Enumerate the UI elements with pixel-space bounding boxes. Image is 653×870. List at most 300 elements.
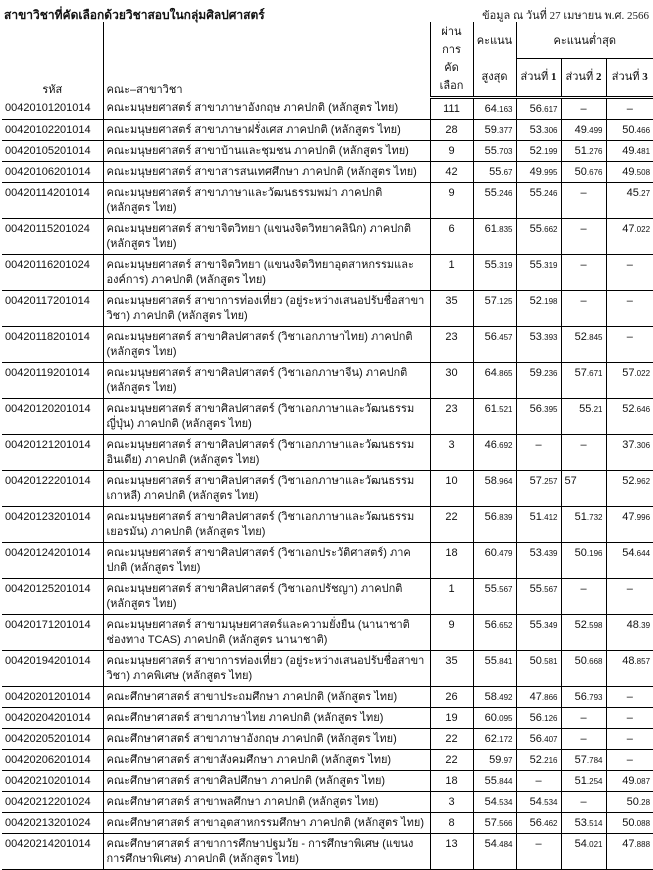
score-integer: 51	[574, 511, 587, 523]
score-decimal: .668	[586, 657, 603, 666]
score-decimal: .126	[541, 714, 558, 723]
score-integer: 54	[529, 796, 542, 808]
score-integer: 50	[574, 655, 587, 667]
row-max-score	[473, 327, 516, 363]
table-row	[2, 162, 653, 183]
row-max-score	[473, 183, 516, 219]
row-passed-count: 3	[430, 435, 473, 471]
column-header-code: รหัส	[42, 83, 63, 96]
score-decimal: .276	[586, 147, 603, 156]
row-max-score	[473, 255, 516, 291]
header-text: ส่วนที่	[565, 71, 594, 84]
row-code: 00420210201014	[2, 771, 103, 792]
row-min-part-2	[561, 813, 606, 834]
row-min-part-3	[606, 771, 653, 792]
row-min-part-3: –	[606, 579, 653, 615]
row-passed-count: 111	[430, 98, 473, 120]
row-min-part-3	[606, 813, 653, 834]
row-passed-count: 8	[430, 813, 473, 834]
score-integer: 55	[484, 187, 497, 199]
score-decimal: .492	[496, 693, 513, 702]
score-integer: 61	[484, 403, 497, 415]
row-min-part-2: 57	[561, 471, 606, 507]
row-code: 00420194201014	[2, 651, 103, 687]
header-text: 3	[642, 71, 648, 84]
row-code: 00420114201014	[2, 183, 103, 219]
row-min-part-1	[516, 471, 561, 507]
score-decimal: .172	[496, 735, 513, 744]
row-max-score	[473, 98, 516, 120]
score-decimal: .703	[496, 147, 513, 156]
score-integer: 50	[529, 655, 542, 667]
row-passed-count: 23	[430, 327, 473, 363]
score-decimal: .395	[541, 405, 558, 414]
table-row	[2, 750, 653, 771]
row-min-part-1: –	[516, 771, 561, 792]
row-min-part-1	[516, 687, 561, 708]
row-min-part-1	[516, 327, 561, 363]
score-integer: 56	[529, 403, 542, 415]
row-code: 00420214201014	[2, 834, 103, 870]
score-decimal: .246	[541, 189, 558, 198]
score-decimal: .21	[591, 405, 603, 414]
row-max-score	[473, 834, 516, 870]
row-faculty-major: คณะมนุษยศาสตร์ สาขาการท่องเที่ยว (อยู่ระหว่างเสนอปรับชื่อสาขาวิชา) ภาคปกติ (หลักสูตร ไทย)	[103, 291, 430, 327]
score-decimal: .021	[586, 840, 603, 849]
row-faculty-major: คณะศึกษาศาสตร์ สาขาการศึกษาปฐมวัย - การศึกษาพิเศษ (แขนงการศึกษาพิเศษ) ภาคปกติ (หลักสูตร ไทย)	[103, 834, 430, 870]
row-passed-count: 1	[430, 579, 473, 615]
score-decimal: .866	[541, 693, 558, 702]
row-max-score	[473, 579, 516, 615]
score-integer: 47	[622, 838, 635, 850]
score-integer: 56	[484, 619, 497, 631]
row-min-part-1	[516, 507, 561, 543]
row-faculty-major: คณะศึกษาศาสตร์ สาขาศิลปศึกษา ภาคปกติ (หลักสูตร ไทย)	[103, 771, 430, 792]
row-faculty-major: คณะศึกษาศาสตร์ สาขาอุตสาหกรรมศึกษา ภาคปกติ (หลักสูตร ไทย)	[103, 813, 430, 834]
score-decimal: .257	[541, 477, 558, 486]
score-integer: 49	[529, 166, 542, 178]
table-row	[2, 771, 653, 792]
score-integer: 52	[574, 331, 587, 343]
row-code: 00420205201014	[2, 729, 103, 750]
score-decimal: .676	[586, 168, 603, 177]
row-min-part-2: –	[561, 708, 606, 729]
score-decimal: .28	[638, 798, 651, 807]
score-decimal: .319	[541, 261, 558, 270]
score-decimal: .692	[496, 441, 513, 450]
row-min-part-3	[606, 141, 653, 162]
score-integer: 55	[579, 403, 592, 415]
score-decimal: .254	[586, 777, 603, 786]
row-min-part-2	[561, 834, 606, 870]
score-decimal: .566	[496, 819, 513, 828]
row-faculty-major: คณะมนุษยศาสตร์ สาขาศิลปศาสตร์ (วิชาเอกประวัติศาสตร์) ภาคปกติ (หลักสูตร ไทย)	[103, 543, 430, 579]
score-integer: 56	[484, 511, 497, 523]
table-row	[2, 435, 653, 471]
row-min-part-1	[516, 651, 561, 687]
score-integer: 57	[529, 475, 542, 487]
row-min-part-1	[516, 98, 561, 120]
score-decimal: .598	[586, 621, 603, 630]
row-max-score	[473, 141, 516, 162]
row-max-score	[473, 291, 516, 327]
score-integer: 56	[529, 817, 542, 829]
score-integer: 55	[529, 259, 542, 271]
score-decimal: .27	[638, 189, 651, 198]
header-text: คะแนน	[476, 35, 513, 47]
score-decimal: .236	[541, 369, 558, 378]
row-min-part-3: –	[606, 729, 653, 750]
score-decimal: .022	[634, 225, 651, 234]
score-decimal: .962	[634, 477, 651, 486]
row-faculty-major: คณะมนุษยศาสตร์ สาขาศิลปศาสตร์ (วิชาเอกภาษาและวัฒนธรรมเกาหลี) ภาคปกติ (หลักสูตร ไทย)	[103, 471, 430, 507]
score-integer: 49	[622, 145, 635, 157]
score-integer: 58	[484, 691, 497, 703]
score-integer: 54	[622, 547, 635, 559]
table-row	[2, 471, 653, 507]
row-code: 00420102201014	[2, 120, 103, 141]
score-integer: 56	[574, 691, 587, 703]
score-integer: 55	[529, 619, 542, 631]
column-header-part-2	[561, 58, 606, 98]
score-integer: 50	[574, 166, 587, 178]
score-decimal: .652	[496, 621, 513, 630]
row-passed-count: 9	[430, 183, 473, 219]
score-decimal: .534	[496, 798, 513, 807]
score-integer: 59	[529, 367, 542, 379]
row-min-part-1	[516, 615, 561, 651]
score-decimal: .662	[541, 225, 558, 234]
row-max-score	[473, 471, 516, 507]
score-decimal: .793	[586, 693, 603, 702]
score-decimal: .246	[496, 189, 513, 198]
row-min-part-3	[606, 219, 653, 255]
row-code: 00420115201024	[2, 219, 103, 255]
row-min-part-3	[606, 435, 653, 471]
row-code: 00420106201014	[2, 162, 103, 183]
table-row	[2, 729, 653, 750]
row-code: 00420116201024	[2, 255, 103, 291]
score-decimal: .412	[541, 513, 558, 522]
row-max-score	[473, 363, 516, 399]
row-min-part-2	[561, 543, 606, 579]
row-max-score	[473, 615, 516, 651]
row-code: 00420204201014	[2, 708, 103, 729]
row-code: 00420117201014	[2, 291, 103, 327]
row-passed-count: 23	[430, 399, 473, 435]
row-code: 00420120201014	[2, 399, 103, 435]
table-row	[2, 687, 653, 708]
row-code: 00420124201014	[2, 543, 103, 579]
row-code: 00420123201014	[2, 507, 103, 543]
row-min-part-3	[606, 162, 653, 183]
row-min-part-1	[516, 543, 561, 579]
row-faculty-major: คณะศึกษาศาสตร์ สาขาภาษาอังกฤษ ภาคปกติ (หลักสูตร ไทย)	[103, 729, 430, 750]
row-code: 00420118201014	[2, 327, 103, 363]
row-faculty-major: คณะมนุษยศาสตร์ สาขาศิลปศาสตร์ (วิชาเอกภาษาไทย) ภาคปกติ (หลักสูตร ไทย)	[103, 327, 430, 363]
table-row	[2, 141, 653, 162]
table-row	[2, 813, 653, 834]
row-code: 00420212201024	[2, 792, 103, 813]
header-text: ผ่านการ	[441, 26, 462, 56]
score-integer: 55	[484, 775, 497, 787]
row-min-part-1	[516, 219, 561, 255]
score-integer: 45	[626, 187, 639, 199]
as-of-date: ข้อมูล ณ วันที่ 27 เมษายน พ.ศ. 2566	[482, 10, 649, 22]
row-code: 00420121201014	[2, 435, 103, 471]
row-max-score	[473, 792, 516, 813]
score-integer: 55	[484, 583, 497, 595]
row-min-part-2	[561, 771, 606, 792]
row-min-part-3	[606, 399, 653, 435]
score-decimal: .857	[634, 657, 651, 666]
row-min-part-2	[561, 615, 606, 651]
score-decimal: .617	[541, 105, 558, 114]
row-passed-count: 13	[430, 834, 473, 870]
table-row	[2, 834, 653, 870]
score-decimal: .964	[496, 477, 513, 486]
score-integer: 53	[529, 331, 542, 343]
row-faculty-major: คณะมนุษยศาสตร์ สาขาศิลปศาสตร์ (วิชาเอกปรัชญา) ภาคปกติ (หลักสูตร ไทย)	[103, 579, 430, 615]
score-integer: 53	[529, 547, 542, 559]
column-header-passed-line2: คัดเลือก	[430, 58, 473, 98]
row-min-part-1	[516, 399, 561, 435]
row-faculty-major: คณะมนุษยศาสตร์ สาขาสารสนเทศศึกษา ภาคปกติ (หลักสูตร ไทย)	[103, 162, 430, 183]
score-decimal: .393	[541, 333, 558, 342]
score-integer: 55	[529, 583, 542, 595]
score-decimal: .784	[586, 756, 603, 765]
column-header-passed	[430, 22, 473, 58]
row-max-score	[473, 708, 516, 729]
row-passed-count: 18	[430, 543, 473, 579]
row-min-part-3	[606, 651, 653, 687]
score-integer: 52	[622, 403, 635, 415]
column-header-part-3	[606, 58, 653, 98]
score-integer: 54	[484, 838, 497, 850]
admission-scores-table	[2, 22, 653, 870]
score-decimal: .479	[496, 549, 513, 558]
score-decimal: .484	[496, 840, 513, 849]
row-max-score	[473, 219, 516, 255]
row-faculty-major: คณะมนุษยศาสตร์ สาขาศิลปศาสตร์ (วิชาเอกภาษาจีน) ภาคปกติ (หลักสูตร ไทย)	[103, 363, 430, 399]
score-decimal: .407	[541, 735, 558, 744]
table-row	[2, 327, 653, 363]
row-min-part-3	[606, 615, 653, 651]
score-decimal: .39	[638, 621, 651, 630]
row-min-part-3	[606, 834, 653, 870]
score-decimal: .216	[541, 756, 558, 765]
row-faculty-major: คณะมนุษยศาสตร์ สาขาจิตวิทยา (แขนงจิตวิทยาอุตสาหกรรมและองค์การ) ภาคปกติ (หลักสูตร ไทย)	[103, 255, 430, 291]
row-min-part-2	[561, 687, 606, 708]
score-integer: 59	[489, 754, 502, 766]
score-decimal: .835	[496, 225, 513, 234]
row-code: 00420101201014	[2, 98, 103, 120]
score-integer: 56	[529, 712, 542, 724]
score-decimal: .995	[541, 168, 558, 177]
score-integer: 51	[529, 511, 542, 523]
score-decimal: .534	[541, 798, 558, 807]
score-decimal: .022	[634, 369, 651, 378]
score-decimal: .845	[586, 333, 603, 342]
row-faculty-major: คณะมนุษยศาสตร์ สาขาบ้านและชุมชน ภาคปกติ (หลักสูตร ไทย)	[103, 141, 430, 162]
score-decimal: .163	[496, 105, 513, 114]
score-integer: 64	[484, 367, 497, 379]
score-decimal: .996	[634, 513, 651, 522]
row-passed-count: 3	[430, 792, 473, 813]
score-integer: 46	[484, 439, 497, 451]
row-min-part-1	[516, 813, 561, 834]
score-integer: 55	[489, 166, 502, 178]
table-row	[2, 708, 653, 729]
score-integer: 50	[574, 547, 587, 559]
row-min-part-3	[606, 543, 653, 579]
row-min-part-1	[516, 183, 561, 219]
row-min-part-1	[516, 141, 561, 162]
row-min-part-3: –	[606, 327, 653, 363]
score-integer: 64	[484, 103, 497, 115]
score-decimal: .196	[586, 549, 603, 558]
row-min-part-3	[606, 120, 653, 141]
row-passed-count: 1	[430, 255, 473, 291]
score-integer: 49	[574, 124, 587, 136]
row-min-part-1	[516, 255, 561, 291]
row-min-part-1	[516, 729, 561, 750]
row-min-part-2	[561, 507, 606, 543]
table-row	[2, 219, 653, 255]
row-min-part-2	[561, 399, 606, 435]
score-integer: 57	[574, 754, 587, 766]
column-header-max-score-line2: สูงสุด	[473, 58, 516, 98]
row-max-score	[473, 162, 516, 183]
score-integer: 57	[574, 367, 587, 379]
score-integer: 60	[484, 547, 497, 559]
row-passed-count: 6	[430, 219, 473, 255]
row-passed-count: 9	[430, 615, 473, 651]
score-decimal: .439	[541, 549, 558, 558]
row-code: 00420171201014	[2, 615, 103, 651]
row-faculty-major: คณะศึกษาศาสตร์ สาขาพลศึกษา ภาคปกติ (หลักสูตร ไทย)	[103, 792, 430, 813]
row-passed-count: 22	[430, 507, 473, 543]
row-passed-count: 22	[430, 750, 473, 771]
row-code: 00420213201024	[2, 813, 103, 834]
table-row	[2, 183, 653, 219]
column-group-min-score: คะแนนต่ำสุด	[516, 22, 653, 58]
row-min-part-1	[516, 291, 561, 327]
score-decimal: .732	[586, 513, 603, 522]
score-decimal: .508	[634, 168, 651, 177]
row-min-part-2	[561, 750, 606, 771]
row-min-part-2: –	[561, 255, 606, 291]
row-faculty-major: คณะมนุษยศาสตร์ สาขาจิตวิทยา (แขนงจิตวิทยาคลินิก) ภาคปกติ (หลักสูตร ไทย)	[103, 219, 430, 255]
score-decimal: .841	[496, 657, 513, 666]
column-header-max-score	[473, 22, 516, 58]
score-decimal: .088	[634, 819, 651, 828]
table-row	[2, 792, 653, 813]
row-code: 00420122201014	[2, 471, 103, 507]
score-decimal: .466	[634, 126, 651, 135]
score-integer: 59	[484, 124, 497, 136]
row-min-part-3	[606, 183, 653, 219]
row-min-part-1	[516, 579, 561, 615]
row-max-score	[473, 750, 516, 771]
row-min-part-3: –	[606, 291, 653, 327]
row-faculty-major: คณะศึกษาศาสตร์ สาขาภาษาไทย ภาคปกติ (หลักสูตร ไทย)	[103, 708, 430, 729]
row-min-part-2	[561, 141, 606, 162]
score-integer: 58	[484, 475, 497, 487]
row-code: 00420201201014	[2, 687, 103, 708]
score-integer: 48	[622, 655, 635, 667]
row-max-score	[473, 651, 516, 687]
row-max-score	[473, 543, 516, 579]
score-decimal: .499	[586, 126, 603, 135]
row-min-part-2	[561, 651, 606, 687]
score-decimal: .306	[634, 441, 651, 450]
score-integer: 49	[622, 166, 635, 178]
score-integer: 54	[484, 796, 497, 808]
row-min-part-2: –	[561, 435, 606, 471]
row-faculty-major: คณะมนุษยศาสตร์ สาขามนุษยศาสตร์และความยั่งยืน (นานาชาติ ช่องทาง TCAS) ภาคปกติ (หลักสูตร นานาชาติ)	[103, 615, 430, 651]
row-max-score	[473, 399, 516, 435]
header-text: 1	[550, 71, 557, 84]
score-integer: 51	[574, 775, 587, 787]
row-min-part-2: –	[561, 219, 606, 255]
table-row	[2, 120, 653, 141]
row-min-part-3	[606, 507, 653, 543]
score-integer: 55	[484, 259, 497, 271]
row-min-part-1: –	[516, 435, 561, 471]
score-integer: 53	[574, 817, 587, 829]
score-integer: 47	[529, 691, 542, 703]
row-min-part-1	[516, 792, 561, 813]
row-min-part-3	[606, 363, 653, 399]
row-min-part-2: –	[561, 792, 606, 813]
row-passed-count: 9	[430, 141, 473, 162]
row-max-score	[473, 771, 516, 792]
score-decimal: .087	[634, 777, 651, 786]
score-decimal: .844	[496, 777, 513, 786]
score-decimal: .839	[496, 513, 513, 522]
score-integer: 55	[529, 223, 542, 235]
row-min-part-3: –	[606, 750, 653, 771]
row-code: 00420105201014	[2, 141, 103, 162]
header-text: ส่วนที่	[520, 71, 549, 84]
score-decimal: .567	[541, 585, 558, 594]
score-integer: 61	[484, 223, 497, 235]
row-faculty-major: คณะมนุษยศาสตร์ สาขาภาษาอังกฤษ ภาคปกติ (หลักสูตร ไทย)	[103, 98, 430, 120]
score-integer: 56	[529, 733, 542, 745]
row-faculty-major: คณะมนุษยศาสตร์ สาขาการท่องเที่ยว (อยู่ระหว่างเสนอปรับชื่อสาขาวิชา) ภาคพิเศษ (หลักสูตร ไทย)	[103, 651, 430, 687]
table-row	[2, 98, 653, 120]
score-decimal: .125	[496, 297, 513, 306]
row-min-part-1: –	[516, 834, 561, 870]
score-integer: 47	[622, 223, 635, 235]
row-min-part-2	[561, 120, 606, 141]
table-row	[2, 543, 653, 579]
row-passed-count: 28	[430, 120, 473, 141]
score-integer: 55	[484, 655, 497, 667]
table-body	[2, 98, 653, 870]
table-row	[2, 255, 653, 291]
row-passed-count: 10	[430, 471, 473, 507]
table-row	[2, 399, 653, 435]
row-passed-count: 22	[430, 729, 473, 750]
score-integer: 51	[574, 145, 587, 157]
score-decimal: .462	[541, 819, 558, 828]
row-min-part-1	[516, 750, 561, 771]
row-faculty-major: คณะมนุษยศาสตร์ สาขาศิลปศาสตร์ (วิชาเอกภาษาและวัฒนธรรมเยอรมัน) ภาคปกติ (หลักสูตร ไทย)	[103, 507, 430, 543]
row-code: 00420206201014	[2, 750, 103, 771]
row-max-score	[473, 729, 516, 750]
